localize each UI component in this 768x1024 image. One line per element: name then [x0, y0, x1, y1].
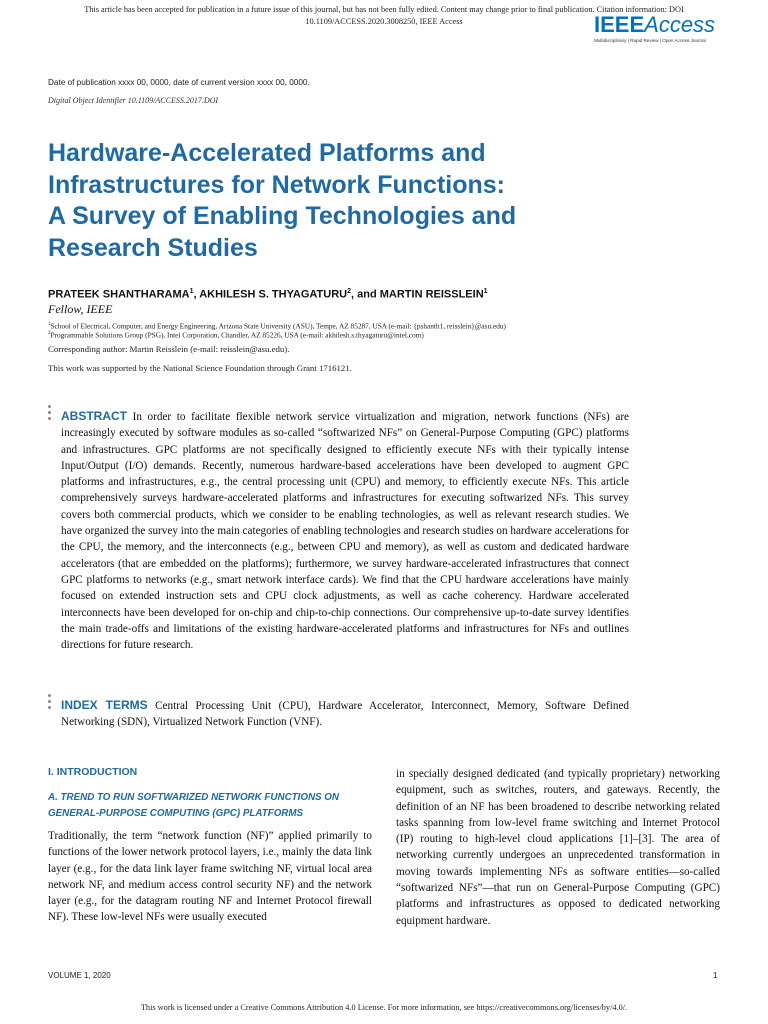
- author-2-affil: 2: [347, 288, 352, 295]
- abstract-dots-icon: [48, 405, 51, 423]
- affiliation-2: [48, 329, 424, 339]
- affiliation-1-text: School of Electrical, Computer, and Energy Engineering, Arizona State University (ASU), Tempe, AZ 85287, USA (e-mail: {pshanth1, reisslein}@asu.edu): [50, 321, 506, 331]
- index-terms-block: [61, 697, 629, 731]
- abstract-block: [61, 408, 629, 653]
- index-terms-dots-icon: [48, 694, 51, 712]
- footer-page-number: 1: [713, 971, 718, 980]
- author-3-affil: 1: [483, 288, 488, 295]
- affiliation-1-mark: 1: [48, 322, 51, 327]
- title-line-4: Research Studies: [48, 233, 258, 262]
- title-line-2: Infrastructures for Network Functions:: [48, 170, 505, 199]
- author-fellow: Fellow, IEEE: [48, 302, 113, 316]
- author-2: AKHILESH S. THYAGATURU: [199, 288, 348, 301]
- paper-title: [48, 138, 688, 264]
- doi-line: Digital Object Identifier 10.1109/ACCESS.2017.DOI: [48, 96, 219, 105]
- ieee-access-logo: [594, 13, 724, 44]
- right-column: [396, 766, 720, 929]
- logo-tagline: Multidisciplinary | Rapid Review | Open Access Journal: [594, 38, 706, 43]
- notice-line-2: 10.1109/ACCESS.2020.3008250, IEEE Access: [305, 17, 463, 26]
- corresponding-author: Corresponding author: Martin Reisslein (e-mail: reisslein@asu.edu).: [48, 344, 290, 354]
- left-column: [48, 766, 372, 926]
- title-line-3: A Survey of Enabling Technologies and: [48, 202, 517, 230]
- author-list: [48, 288, 488, 301]
- abstract-label: ABSTRACT: [61, 409, 127, 423]
- abstract-text: In order to facilitate flexible network service virtualization and migration, network functions (NFs) are increasingly executed by software modules as so-called “softwarized NFs” on General-Purpose Computing (GPC) platforms and infrastructures. GPC platforms are not specifically designed to efficiently execute NFs with their typically intense Input/Output (I/O) demands. Recently, numerous hardware-based accelerations have been developed to augment GPC platforms and infrastructures, e.g., the central processing unit (CPU) and memory, to efficiently execute NFs. This article comprehensively surveys hardware-accelerated platforms and infrastructures for executing softwarized NFs. This survey covers both commercial products, which we consider to be enabling technologies, as well as relevant research studies. We have organized the survey into the main categories of enabling technologies and research studies on hardware accelerations for the CPU, the memory, and the interconnects (e.g., between CPU and memory), as well as custom and dedicated hardware accelerators (that are embedded on the platforms); furthermore, we survey hardware-accelerated infrastructures that connect GPC platforms to networks (e.g., smart network interface cards). We find that the CPU hardware accelerations have mainly focused on extended instruction sets and CPU clock adjustments, as well as cache coherency. Hardware accelerated interconnects have been developed for on-chip and chip-to-chip connections. Our comprehensive up-to-date survey identifies the main trade-offs and limitations of the existing hardware-accelerated platforms and infrastructures for NFs and outlines directions for future research.: [61, 411, 630, 652]
- author-sep-1: ,: [193, 288, 200, 301]
- footer-volume: VOLUME 1, 2020: [48, 971, 111, 980]
- affiliation-2-mark: 2: [48, 331, 51, 336]
- author-1: PRATEEK SHANTHARAMA: [48, 288, 190, 301]
- author-sep-2: , and: [351, 288, 380, 301]
- license-notice: This work is licensed under a Creative Commons Attribution 4.0 License. For more information, see https://creativecommons.org/licenses/by/4.0/.: [140, 1003, 628, 1012]
- notice-line-1: This article has been accepted for publication in a future issue of this journal, but has not been fully edited. Content may change prior to final publication. Citation information: DOI: [84, 5, 684, 14]
- intro-paragraph-left: Traditionally, the term “network function (NF)” applied primarily to functions of the lower network protocol layers, i.e., mainly the data link layer (e.g., for the data link layer frame switching NF, virtual local area network NF, and medium access control security NF) and the network layer (e.g., for the datagram routing NF and Internet Protocol firewall NF). These low-level NFs were usually executed: [48, 830, 372, 924]
- logo-access: Access: [644, 12, 716, 37]
- author-1-affil: 1: [189, 288, 194, 295]
- intro-paragraph-right: in specially designed dedicated (and typically proprietary) networking equipment, such as switches, routers, and gateways. Recently, the definition of an NF has been broadened to describe networking related tasks spanning from low-level frame switching and Internet Protocol (IP) routing to high-level cloud applications [1]–[3]. The area of networking currently undergoes an unprecedented transformation in moving towards implementing NFs as software entities—so-called “softwarized NFs”—that run on General-Purpose Computing (GPC) platforms and infrastructures as opposed to dedicated networking equipment hardware.: [396, 768, 720, 927]
- index-terms-text: Central Processing Unit (CPU), Hardware Accelerator, Interconnect, Memory, Software Defined Networking (SDN), Virtualized Network Function (VNF).: [61, 700, 629, 729]
- section-heading: I. INTRODUCTION: [48, 766, 138, 778]
- publication-dates: Date of publication xxxx 00, 0000, date of current version xxxx 00, 0000.: [48, 78, 310, 87]
- affiliation-2-text: Programmable Solutions Group (PSG), Intel Corporation, Chandler, AZ 85226, USA (e-mail: akhilesh.s.thyagaturu@intel.com): [50, 330, 424, 340]
- index-terms-label: INDEX TERMS: [61, 698, 148, 712]
- title-line-1: Hardware-Accelerated Platforms and: [48, 139, 486, 167]
- subsection-heading: A. TREND TO RUN SOFTWARIZED NETWORK FUNCTIONS ON GENERAL-PURPOSE COMPUTING (GPC) PLATFORMS: [48, 792, 339, 819]
- logo-ieee: IEEE: [594, 12, 645, 37]
- author-3: MARTIN REISSLEIN: [379, 288, 484, 301]
- grant-acknowledgement: This work was supported by the National Science Foundation through Grant 1716121.: [48, 363, 352, 373]
